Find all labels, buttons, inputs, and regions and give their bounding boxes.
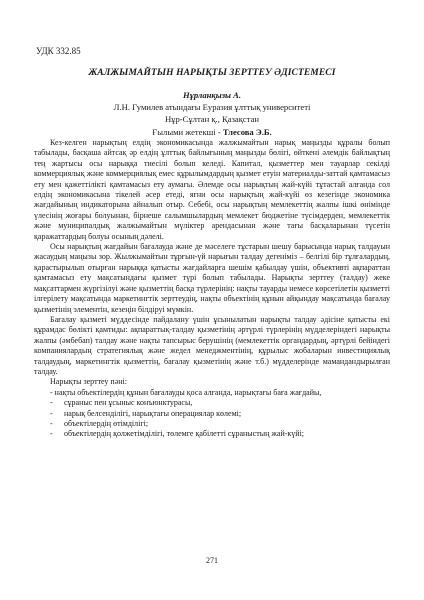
dash-marker: - <box>50 429 53 439</box>
udk-code: УДК 332.85 <box>36 46 81 56</box>
paragraph-2: Осы нарықтың жағдайын бағалауда және де мәселеге тұстарын шешу барысында нарық талдауын жасаудың маңызы зор. Жылжымайтын тұрғын-үй нарығын талдау дегеніміз – белгілі бір тұлғалардың, қарастырылып отырған нарыққа қатысты жағдайларға шешім қабылдау үшін, объективті ақпараттан қамтамасыз ету мақсатындағы қызмет түрі болып табылады. Нарықты зерттеу (талдау) жеке мақсаттармен жүргізілуі және қызметтің басқа түрлерінің: нақты тауарды немесе көрсетілетін қызметті ілгерілету мақсатында маркетингтік зерттеудің, нақты объектінің құнын айқындау мақсатында бағалау қызметінің элементін, кезеңін білдіруі мүмкін. <box>34 242 390 314</box>
article-body <box>34 138 390 440</box>
list-item <box>34 419 390 429</box>
author-block <box>0 89 424 138</box>
article-title: ЖАЛЖЫМАЙТЫН НАРЫҚТЫ ЗЕРТТЕУ ӘДІСТЕМЕСІ <box>88 68 336 78</box>
list-item <box>34 388 390 398</box>
list-item <box>34 409 390 419</box>
page-number: 271 <box>206 556 218 565</box>
author-university: Л.Н. Гумилев атындағы Еуразия ұлттық университеті <box>113 102 311 113</box>
author-name: Нұрланқызы А. <box>182 90 242 100</box>
list-item-text: - нақты объектілердің құнын бағалауды қоса алғанда, нарықтағы баға жағдайы, <box>50 387 322 397</box>
list-item <box>34 429 390 439</box>
goals-heading: Нарықты зерттеу пәні: <box>50 377 127 387</box>
supervisor-label: Ғылыми жетекші - <box>152 126 221 137</box>
list-item-text: сұраныс пен ұсыныс конъюнктурасы, <box>64 398 193 408</box>
supervisor-line <box>0 126 424 138</box>
author-city: Нұр-Сұлтан қ., Қазақстан <box>164 114 260 125</box>
list-item <box>34 398 390 408</box>
list-item-text: объектілердің өтімділігі; <box>64 418 149 428</box>
paragraph-1: Кез-келген нарықтың елдің экономикасында жалжымайтын нарық маңызды құралы болып табылады, басқаша айтсақ әр елдің ұлттық байлығының маңызды бөлігі, өйткені әлемдік байлықтың тең жартысы осы нарыққа тиесілі болып келеді. Капитал, қызметтер мен тауарлар секілді коммерциялық және коммерциялық емес құрылымдардың қызмет етуін материалды-заттай қамтамасыз ету мен қажеттілікті қамтамасыз ету аумағы. Әлемде осы нарықтың жай-күйі тұтастай алғанда сол елдің экономикасына тікелей әсер етеді, яғни осы нарықтың жай-күйі өз кезегінде экономика жағдайының индикаторына айналып отыр. Себебі, осы нарықтың мемлекеттің жалпы ішкі өнімінде үлесінің жоғары болуынан, бірнеше салымшылардың мемлекет бюджетіне түсімдерден, мемлекеттік және муниципалдық жалжымайтын мүліктер арендасынан және тағы басқаларынан түсетін қаражаттардың болуы осының дәлелі. <box>34 138 390 241</box>
paragraph-3: Бағалау қызметі мүддесінде пайдалану үшін ұсынылатын нарықты талдау әдісіне қатысты екі құрамдас бөлікті қамтиды: ақпараттық-талдау қызметінің әртүрлі түрлерінің мүдделеріндегі нарықты жалпы (әмбебап) талдау және нақты тапсырыс берушінің (мемлекеттік органдардың, әртүрлі бейіндегі компаниялардың стратегиялық және жедел менеджментінің, құрылыс жобаларын инвестициялық талдаудың, маркетингтік қызметтің, бағалау қызметінің және т.б.) мүдделерінде мамандандырылған талдау. <box>34 314 390 376</box>
list-item-text: нарық белсенділігі, нарықтағы операциялар көлемі; <box>64 408 242 418</box>
dash-marker: - <box>50 398 53 408</box>
supervisor-name: Тлесова Э.Б. <box>222 126 272 137</box>
goals-list <box>34 388 390 440</box>
dash-marker: - <box>50 408 53 418</box>
dash-marker: - <box>50 418 53 428</box>
list-item-text: объектілердің қолжетімділігі, төлемге қабілетті сұраныстың жай-күйі; <box>64 429 305 439</box>
